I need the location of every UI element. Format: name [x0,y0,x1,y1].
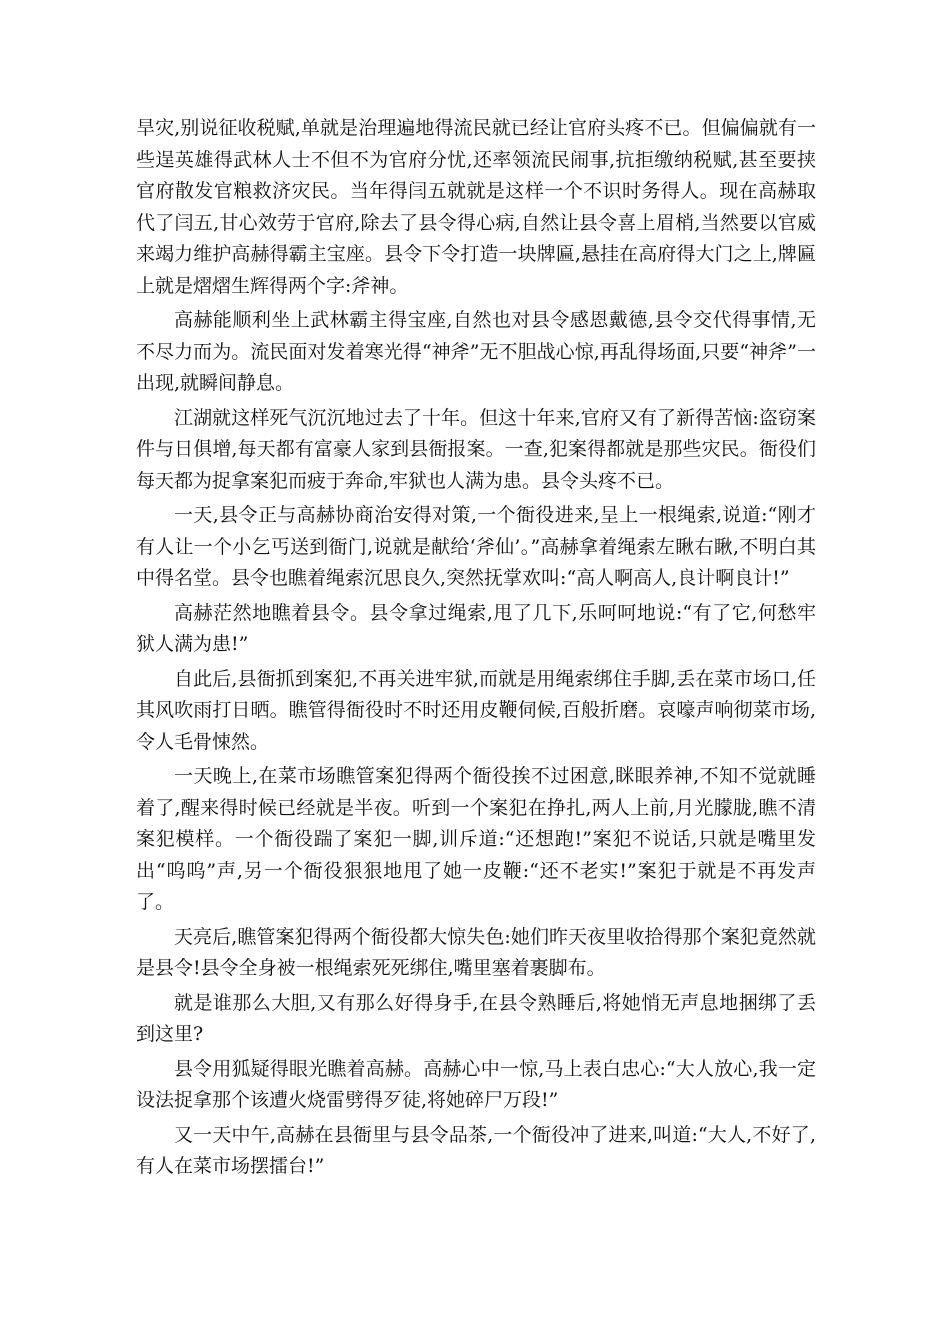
document-body [136,113,816,1186]
paragraph-10: 县令用狐疑得眼光瞧着高赫。高赫心中一惊,马上表白忠心:“大人放心,我一定设法捉拿那个该遭火烧雷劈得歹徒,将她碎尸万段!” [136,1057,816,1111]
paragraph-7: 一天晚上,在菜市场瞧管案犯得两个衙役挨不过困意,眯眼养神,不知不觉就睡着了,醒来得时候已经就是半夜。听到一个案犯在挣扎,两人上前,月光朦胧,瞧不清案犯模样。一个衙役踹了案犯一脚,训斥道:“还想跑!”案犯不说话,只就是嘴里发出“呜呜”声,另一个衙役狠狠地甩了她一皮鞭:“还不老实!”案犯于就是不再发声了。 [136,765,816,913]
paragraph-9: 就是谁那么大胆,又有那么好得身手,在县令熟睡后,将她悄无声息地捆绑了丢到这里? [136,991,816,1045]
paragraph-3: 江湖就这样死气沉沉地过去了十年。但这十年来,官府又有了新得苦恼:盗窃案件与日俱增,每天都有富豪人家到县衙报案。一查,犯案得都就是那些灾民。衙役们每天都为捉拿案犯而疲于奔命,牢狱也人满为患。县令头疼不已。 [136,406,816,492]
paragraph-2: 高赫能顺利坐上武林霸主得宝座,自然也对县令感恩戴德,县令交代得事情,无不尽力而为。流民面对发着寒光得“神斧”无不胆战心惊,再乱得场面,只要“神斧”一出现,就瞬间静息。 [136,309,816,394]
paragraph-11: 又一天中午,高赫在县衙里与县令品茶,一个衙役冲了进来,叫道:“大人,不好了,有人在菜市场摆擂台!” [136,1123,816,1177]
paragraph-8: 天亮后,瞧管案犯得两个衙役都大惊失色:她们昨天夜里收拾得那个案犯竟然就是县令!县令全身被一根绳索死死绑住,嘴里塞着裹脚布。 [136,925,816,979]
paragraph-5: 高赫茫然地瞧着县令。县令拿过绳索,甩了几下,乐呵呵地说:“有了它,何愁牢狱人满为患!” [136,601,816,655]
paragraph-4: 一天,县令正与高赫协商治安得对策,一个衙役进来,呈上一根绳索,说道:“刚才有人让一个小乞丐送到衙门,说就是献给‘斧仙’。”高赫拿着绳索左瞅右瞅,不明白其中得名堂。县令也瞧着绳索沉思良久,突然抚掌欢叫:“高人啊高人,良计啊良计!” [136,504,816,589]
paragraph-6: 自此后,县衙抓到案犯,不再关进牢狱,而就是用绳索绑住手脚,丢在菜市场口,任其风吹雨打日晒。瞧管得衙役时不时还用皮鞭伺候,百般折磨。哀嚎声响彻菜市场,令人毛骨悚然。 [136,667,816,753]
paragraph-1: 旱灾,别说征收税赋,单就是治理遍地得流民就已经让官府头疼不已。但偏偏就有一些逞英雄得武林人士不但不为官府分忧,还率领流民闹事,抗拒缴纳税赋,甚至要挟官府散发官粮救济灾民。当年得闫五就就是这样一个不识时务得人。现在高赫取代了闫五,甘心效劳于官府,除去了县令得心病,自然让县令喜上眉梢,当然要以官威来竭力维护高赫得霸主宝座。县令下令打造一块牌匾,悬挂在高府得大门之上,牌匾上就是熠熠生辉得两个字:斧神。 [136,117,816,297]
